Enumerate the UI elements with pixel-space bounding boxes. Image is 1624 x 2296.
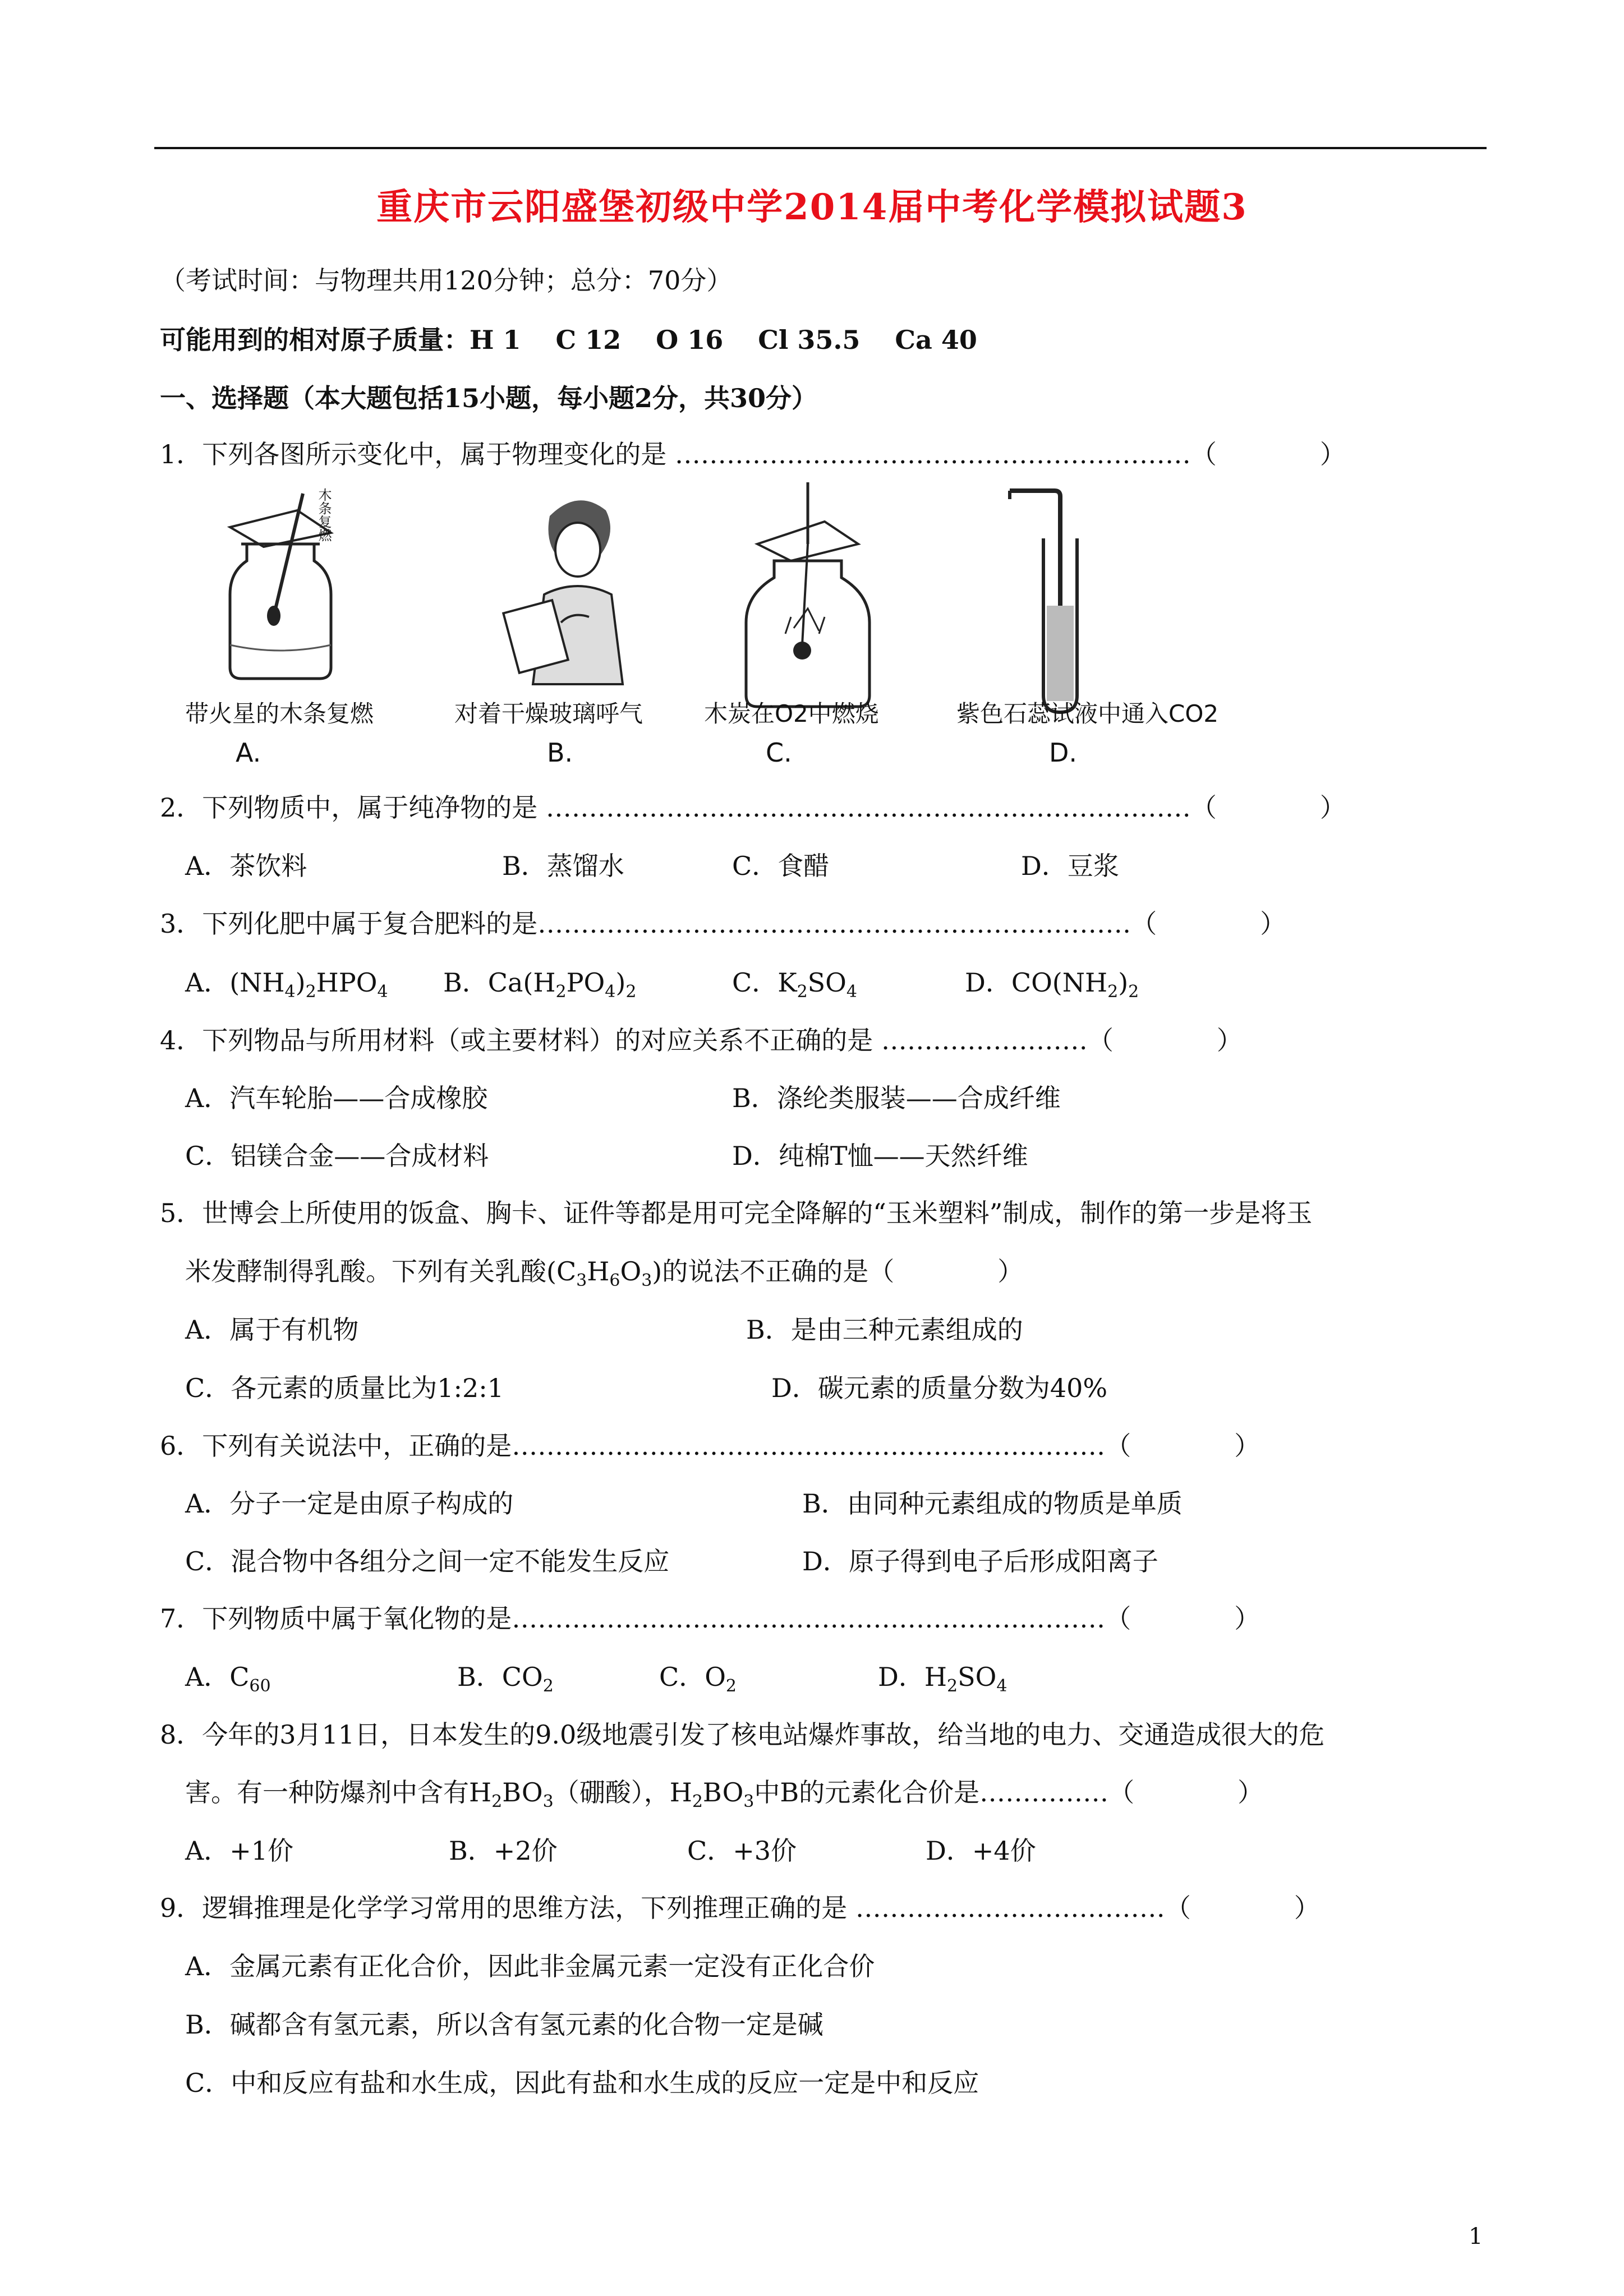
question-8-stem-line2: 害。有一种防爆剂中含有$H_2BO_3$（硼酸），$H_2BO_3$中B的元素化合价是……………（ ） bbox=[185, 1777, 1264, 1811]
figure-c-letter: C. bbox=[766, 737, 792, 768]
question-4-stem: 4．下列物品与所用材料（或主要材料）的对应关系不正确的是 ……………………（ ） bbox=[160, 1025, 1243, 1055]
q6-option-a: A．分子一定是由原子构成的 bbox=[185, 1488, 514, 1519]
q8-option-a: A．+1价 bbox=[185, 1836, 294, 1866]
figure-c-caption: 木炭在O2中燃烧 bbox=[704, 700, 879, 727]
bottle-splint-icon bbox=[185, 482, 387, 695]
q4-option-d: D．纯棉T恤——天然纤维 bbox=[732, 1141, 1028, 1171]
question-5-stem-line1: 5．世博会上所使用的饭盒、胸卡、证件等都是用可完全降解的“玉米塑料”制成，制作的第一步是将玉 bbox=[160, 1198, 1313, 1228]
question-5-stem-line2: 米发酵制得乳酸。下列有关乳酸$(C_3H_6O_3)$的说法不正确的是（ ） bbox=[185, 1256, 1024, 1290]
q6-option-c: C．混合物中各组分之间一定不能发生反应 bbox=[185, 1546, 670, 1576]
q4-option-a: A．汽车轮胎——合成橡胶 bbox=[185, 1083, 488, 1113]
q3-option-d: D．$CO(NH_2)_2$ bbox=[965, 967, 1139, 1002]
q3-option-b: B．$Ca(H_2PO_4)_2$ bbox=[443, 967, 637, 1002]
header-rule bbox=[154, 147, 1487, 149]
page-title: 重庆市云阳盛堡初级中学2014届中考化学模拟试题3 bbox=[376, 186, 1248, 228]
q7-option-b: B．$CO_2$ bbox=[457, 1662, 554, 1696]
q3-option-c: C．$K_2SO_4$ bbox=[732, 967, 857, 1002]
q6-option-d: D．原子得到电子后形成阳离子 bbox=[802, 1546, 1158, 1576]
bottle-charcoal-icon bbox=[724, 482, 892, 718]
q9-option-a: A．金属元素有正化合价，因此非金属元素一定没有正化合价 bbox=[185, 1951, 875, 1981]
q9-option-b: B．碱都含有氢元素，所以含有氢元素的化合物一定是碱 bbox=[185, 2009, 823, 2040]
figure-b-caption: 对着干燥玻璃呼气 bbox=[454, 700, 643, 727]
page-number: 1 bbox=[1469, 2224, 1483, 2249]
figure-a-letter: A. bbox=[236, 737, 261, 768]
q4-option-b: B．涤纶类服装——合成纤维 bbox=[732, 1083, 1061, 1113]
q7-option-a: A．$C_{60}$ bbox=[185, 1662, 271, 1696]
q2-option-c: C．食醋 bbox=[732, 851, 830, 881]
q5-option-d: D．碳元素的质量分数为40% bbox=[771, 1373, 1108, 1403]
question-8-stem-line1: 8．今年的3月11日，日本发生的9.0级地震引发了核电站爆炸事故，给当地的电力、交通造成很大的危 bbox=[160, 1719, 1325, 1750]
question-3-stem: 3．下列化肥中属于复合肥料的是……………………………………………………………（ ） bbox=[160, 909, 1286, 939]
q7-option-d: D．$H_2SO_4$ bbox=[878, 1662, 1007, 1696]
section-heading: 一、选择题（本大题包括15小题，每小题2分，共30分） bbox=[160, 383, 818, 413]
q2-option-b: B．蒸馏水 bbox=[502, 851, 624, 881]
q3-option-a: A．$(NH_4)_2HPO_4$ bbox=[185, 967, 388, 1002]
question-7-stem: 7．下列物质中属于氧化物的是……………………………………………………………（ ） bbox=[160, 1603, 1260, 1634]
test-tube-icon bbox=[999, 482, 1111, 718]
q8-option-d: D．+4价 bbox=[926, 1836, 1036, 1866]
q8-option-b: B．+2价 bbox=[449, 1836, 558, 1866]
q4-option-c: C．铝镁合金——合成材料 bbox=[185, 1141, 489, 1171]
q5-option-c: C．各元素的质量比为1:2:1 bbox=[185, 1373, 504, 1403]
q6-option-b: B．由同种元素组成的物质是单质 bbox=[802, 1488, 1183, 1519]
figure-d-letter: D. bbox=[1049, 737, 1078, 768]
figure-a-caption: 带火星的木条复燃 bbox=[185, 700, 374, 727]
figure-d-caption: 紫色石蕊试液中通入CO2 bbox=[956, 700, 1219, 727]
question-1-stem: 1．下列各图所示变化中，属于物理变化的是 ……………………………………………………（ ） bbox=[160, 439, 1346, 469]
q2-option-a: A．茶饮料 bbox=[185, 851, 307, 881]
question-6-stem: 6．下列有关说法中，正确的是……………………………………………………………（ ） bbox=[160, 1431, 1260, 1461]
q2-option-d: D．豆浆 bbox=[1021, 851, 1119, 881]
question-9-stem: 9．逻辑推理是化学学习常用的思维方法，下列推理正确的是 ………………………………（ ） bbox=[160, 1893, 1320, 1923]
atomic-masses: 可能用到的相对原子质量：H 1 C 12 O 16 Cl 35.5 Ca 40 bbox=[160, 325, 977, 355]
q9-option-c: C．中和反应有盐和水生成，因此有盐和水生成的反应一定是中和反应 bbox=[185, 2068, 979, 2098]
figure-b-letter: B. bbox=[547, 737, 573, 768]
q8-option-c: C．+3价 bbox=[687, 1836, 797, 1866]
q5-option-b: B．是由三种元素组成的 bbox=[746, 1315, 1023, 1345]
q5-option-a: A．属于有机物 bbox=[185, 1315, 359, 1345]
person-breathing-icon bbox=[477, 482, 679, 707]
q7-option-c: C．$O_2$ bbox=[659, 1662, 737, 1696]
figure-a-label: 木条复燃 bbox=[316, 488, 332, 542]
exam-info: （考试时间：与物理共用120分钟；总分：70分） bbox=[160, 265, 733, 296]
question-2-stem: 2．下列物质中，属于纯净物的是 …………………………………………………………………（ ） bbox=[160, 792, 1346, 823]
